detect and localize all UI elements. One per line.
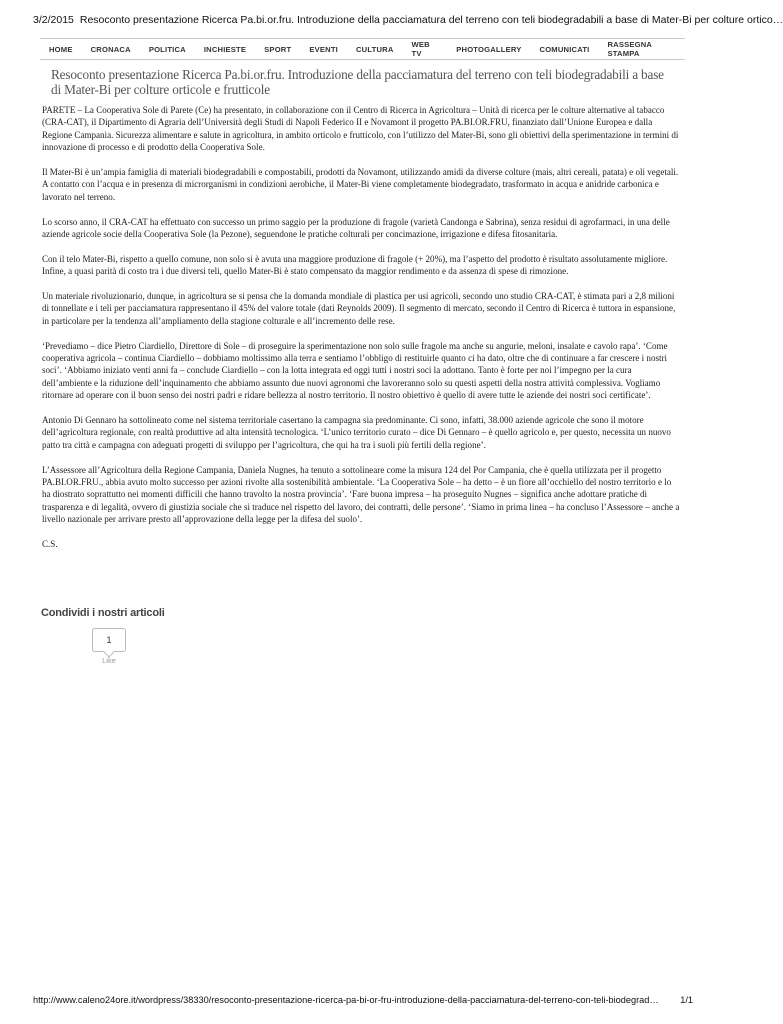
nav-item-eventi[interactable]: EVENTI bbox=[309, 44, 338, 54]
like-button[interactable]: Like bbox=[102, 656, 116, 665]
print-footer bbox=[33, 995, 693, 1009]
article-signature: C.S. bbox=[42, 539, 58, 550]
print-page-title: Resoconto presentazione Ricerca Pa.bi.or.fru. Introduzione della pacciamatura del terreno con teli biodegradabili a base di Mater-Bi per colture ortico… bbox=[79, 14, 783, 26]
nav-item-sport[interactable]: SPORT bbox=[264, 44, 292, 54]
nav-item-cronaca[interactable]: CRONACA bbox=[90, 44, 131, 54]
nav-item-politica[interactable]: POLITICA bbox=[148, 44, 186, 54]
nav-item-photogallery[interactable]: PHOTOGALLERY bbox=[456, 44, 522, 54]
print-date: 3/2/2015 bbox=[33, 14, 74, 26]
print-page-number: 1/1 bbox=[680, 995, 693, 1005]
article-paragraph: Lo scorso anno, il CRA-CAT ha effettuato con successo un primo saggio per la produzione di fragole (varietà Candonga e Sabrina), senza residui di agrofarmaci, in una delle aziende agricole socie della Cooperativa Sole (la Pezone), seguendone le pratiche colturali per concimazione, irrigazione e difesa fitosanitaria. bbox=[42, 216, 670, 240]
article-body bbox=[42, 104, 682, 563]
nav-item-rassegna-stampa[interactable]: RASSEGNA STAMPA bbox=[607, 40, 652, 58]
nav-item-comunicati[interactable]: COMUNICATI bbox=[539, 44, 590, 54]
article-paragraph: L’Assessore all’Agricoltura della Regione Campania, Daniela Nugnes, ha tenuto a sottolineare come la misura 124 del Por Campania, che è quella utilizzata per il progetto PA.BI.OR.FRU., abbia avuto molto successo per azioni rivolte alla sostenibilità ambientale. ‘La Cooperativa Sole – ha detto – è un fiore all’occhiello del nostro territorio e lo ha diostrato soprattutto nei momenti difficili che hanno travolto la nostra provincia’. ‘Fare buona impresa – ha proseguito Nugnes – significa anche adottare pratiche di trasparenza e di legalità, ovvero di giustizia sociale che si traduce nel rispetto del lavoro, dei contratti, delle persone’. ‘Siamo in prima linea – ha concluso l’Assessore – anche a livello nazionale per arrivare presto all’approvazione della legge per la difesa del suolo’. bbox=[42, 464, 680, 525]
nav-item-cultura[interactable]: CULTURA bbox=[355, 44, 394, 54]
article-paragraph: Un materiale rivoluzionario, dunque, in agricoltura se si pensa che la domanda mondiale di plastica per usi agricoli, secondo uno studio CRA-CAT, è stimata pari a 2,8 milioni di tonnellate e i teli per pacciamatura rappresentano il 45% del valore totale (dati Reynolds 2009). Il segmento di mercato, secondo il Centro di Ricerca è tuttora in espansione, in particolare per la tendenza all’ampliamento della stagione colturale e all’incremento delle rese. bbox=[42, 291, 676, 326]
article-paragraph: PARETE – La Cooperativa Sole di Parete (Ce) ha presentato, in collaborazione con il Centro di Ricerca in Agricoltura – Unità di ricerca per le colture alternative al tabacco (CRA-CAT), il Dipartimento di Agraria dell’Università degli Studi di Napoli Federico II e Novamont il progetto PA.BI.OR.FRU, finanziato dall’Unione Europea e dalla Regione Campania. Sicurezza alimentare e salute in agricoltura, in ambito orticolo e frutticolo, con l’utilizzo del Mater-Bi, sono gli obiettivi della sperimentazione in termini di innovazione di processo e di prodotto della Cooperativa Sole. bbox=[42, 105, 679, 153]
article-title: Resoconto presentazione Ricerca Pa.bi.or.fru. Introduzione della pacciamatura del terreno con teli biodegradabili a base di Mater-Bi per colture orticole e frutticole bbox=[51, 67, 664, 97]
nav-item-web-tv[interactable]: WEB TV bbox=[411, 40, 430, 58]
article-paragraph: Il Mater-Bi è un’ampia famiglia di materiali biodegradabili e compostabili, prodotti da Novamont, utilizzando amidi da diverse colture (mais, altri cereali, patata) e oli vegetali. A contatto con l’acqua e in presenza di microrganismi in condizioni aerobiche, il Mater-Bi viene completamente biodegradato, trasformato in acqua e anidride carbonica e lavorato nel terreno. bbox=[42, 167, 679, 202]
nav-item-inchieste[interactable]: INCHIESTE bbox=[203, 44, 247, 54]
print-url: http://www.caleno24ore.it/wordpress/38330/resoconto-presentazione-ricerca-pa-bi-or-fru-introduzione-della-pacciamatura-del-terreno-con-teli-biodegrad… bbox=[33, 995, 659, 1005]
like-count: 1 bbox=[106, 635, 112, 645]
main-nav bbox=[40, 38, 685, 60]
nav-item-home[interactable]: HOME bbox=[49, 44, 73, 54]
article-paragraph: ‘Prevediamo – dice Pietro Ciardiello, Direttore di Sole – di proseguire la sperimentazione non solo sulle fragole ma anche su angurie, meloni, insalate e cavolo rapa’. ‘Come cooperativa agricola – continua Ciardiello – dobbiamo moltissimo alla terra e sentiamo l’obbligo di restituirle quanto ci ha dato, oltre che di continuare a far crescere i nostri soci’. ‘Abbiamo iniziato venti anni fa – conclude Ciardiello – con la lotta integrata ed oggi tutti i nostri soci la adottano. Tanto è forte per noi l’impegno per la cura dell’ambiente e la riduzione dell’inquinamento che abbiamo assunto due nuovi agronomi che lavoreranno solo su questi aspetti della nostra attività complessiva. Vogliamo ritornare ad operare con il buon senso dei nostri padri e ridare bellezza al nostro territorio. Il nostro obiettivo è quello di avere tutte le aziende dei nostri soci certificate’. bbox=[42, 340, 668, 401]
print-header bbox=[33, 14, 783, 30]
article-paragraph: Con il telo Mater-Bi, rispetto a quello comune, non solo si è avuta una maggiore produzione di fragole (+ 20%), ma l’aspetto del prodotto è risultato assolutamente migliore. Infine, a quasi parità di costo tra i due diversi teli, quello Mater-Bi è stato compensato da maggior rendimento e da assenza di spese di rimozione. bbox=[42, 253, 668, 277]
share-heading: Condividi i nostri articoli bbox=[41, 607, 165, 619]
like-count-bubble[interactable] bbox=[92, 628, 126, 652]
article-paragraph: Antonio Di Gennaro ha sottolineato come nel sistema territoriale casertano la campagna sia predominante. Ci sono, infatti, 38.000 aziende agricole che sono il motore dell’agricoltura regionale, con realtà produttive ad alta intensità tecnologica. ‘L’unico territorio curato – dice Di Gennaro – è quello agricolo e, per questo, necessita un nuovo patto tra città e campagna con adeguati progetti di sviluppo per l’agricoltura, che qui ha tra i suoli più fertili della regione’. bbox=[42, 415, 671, 450]
